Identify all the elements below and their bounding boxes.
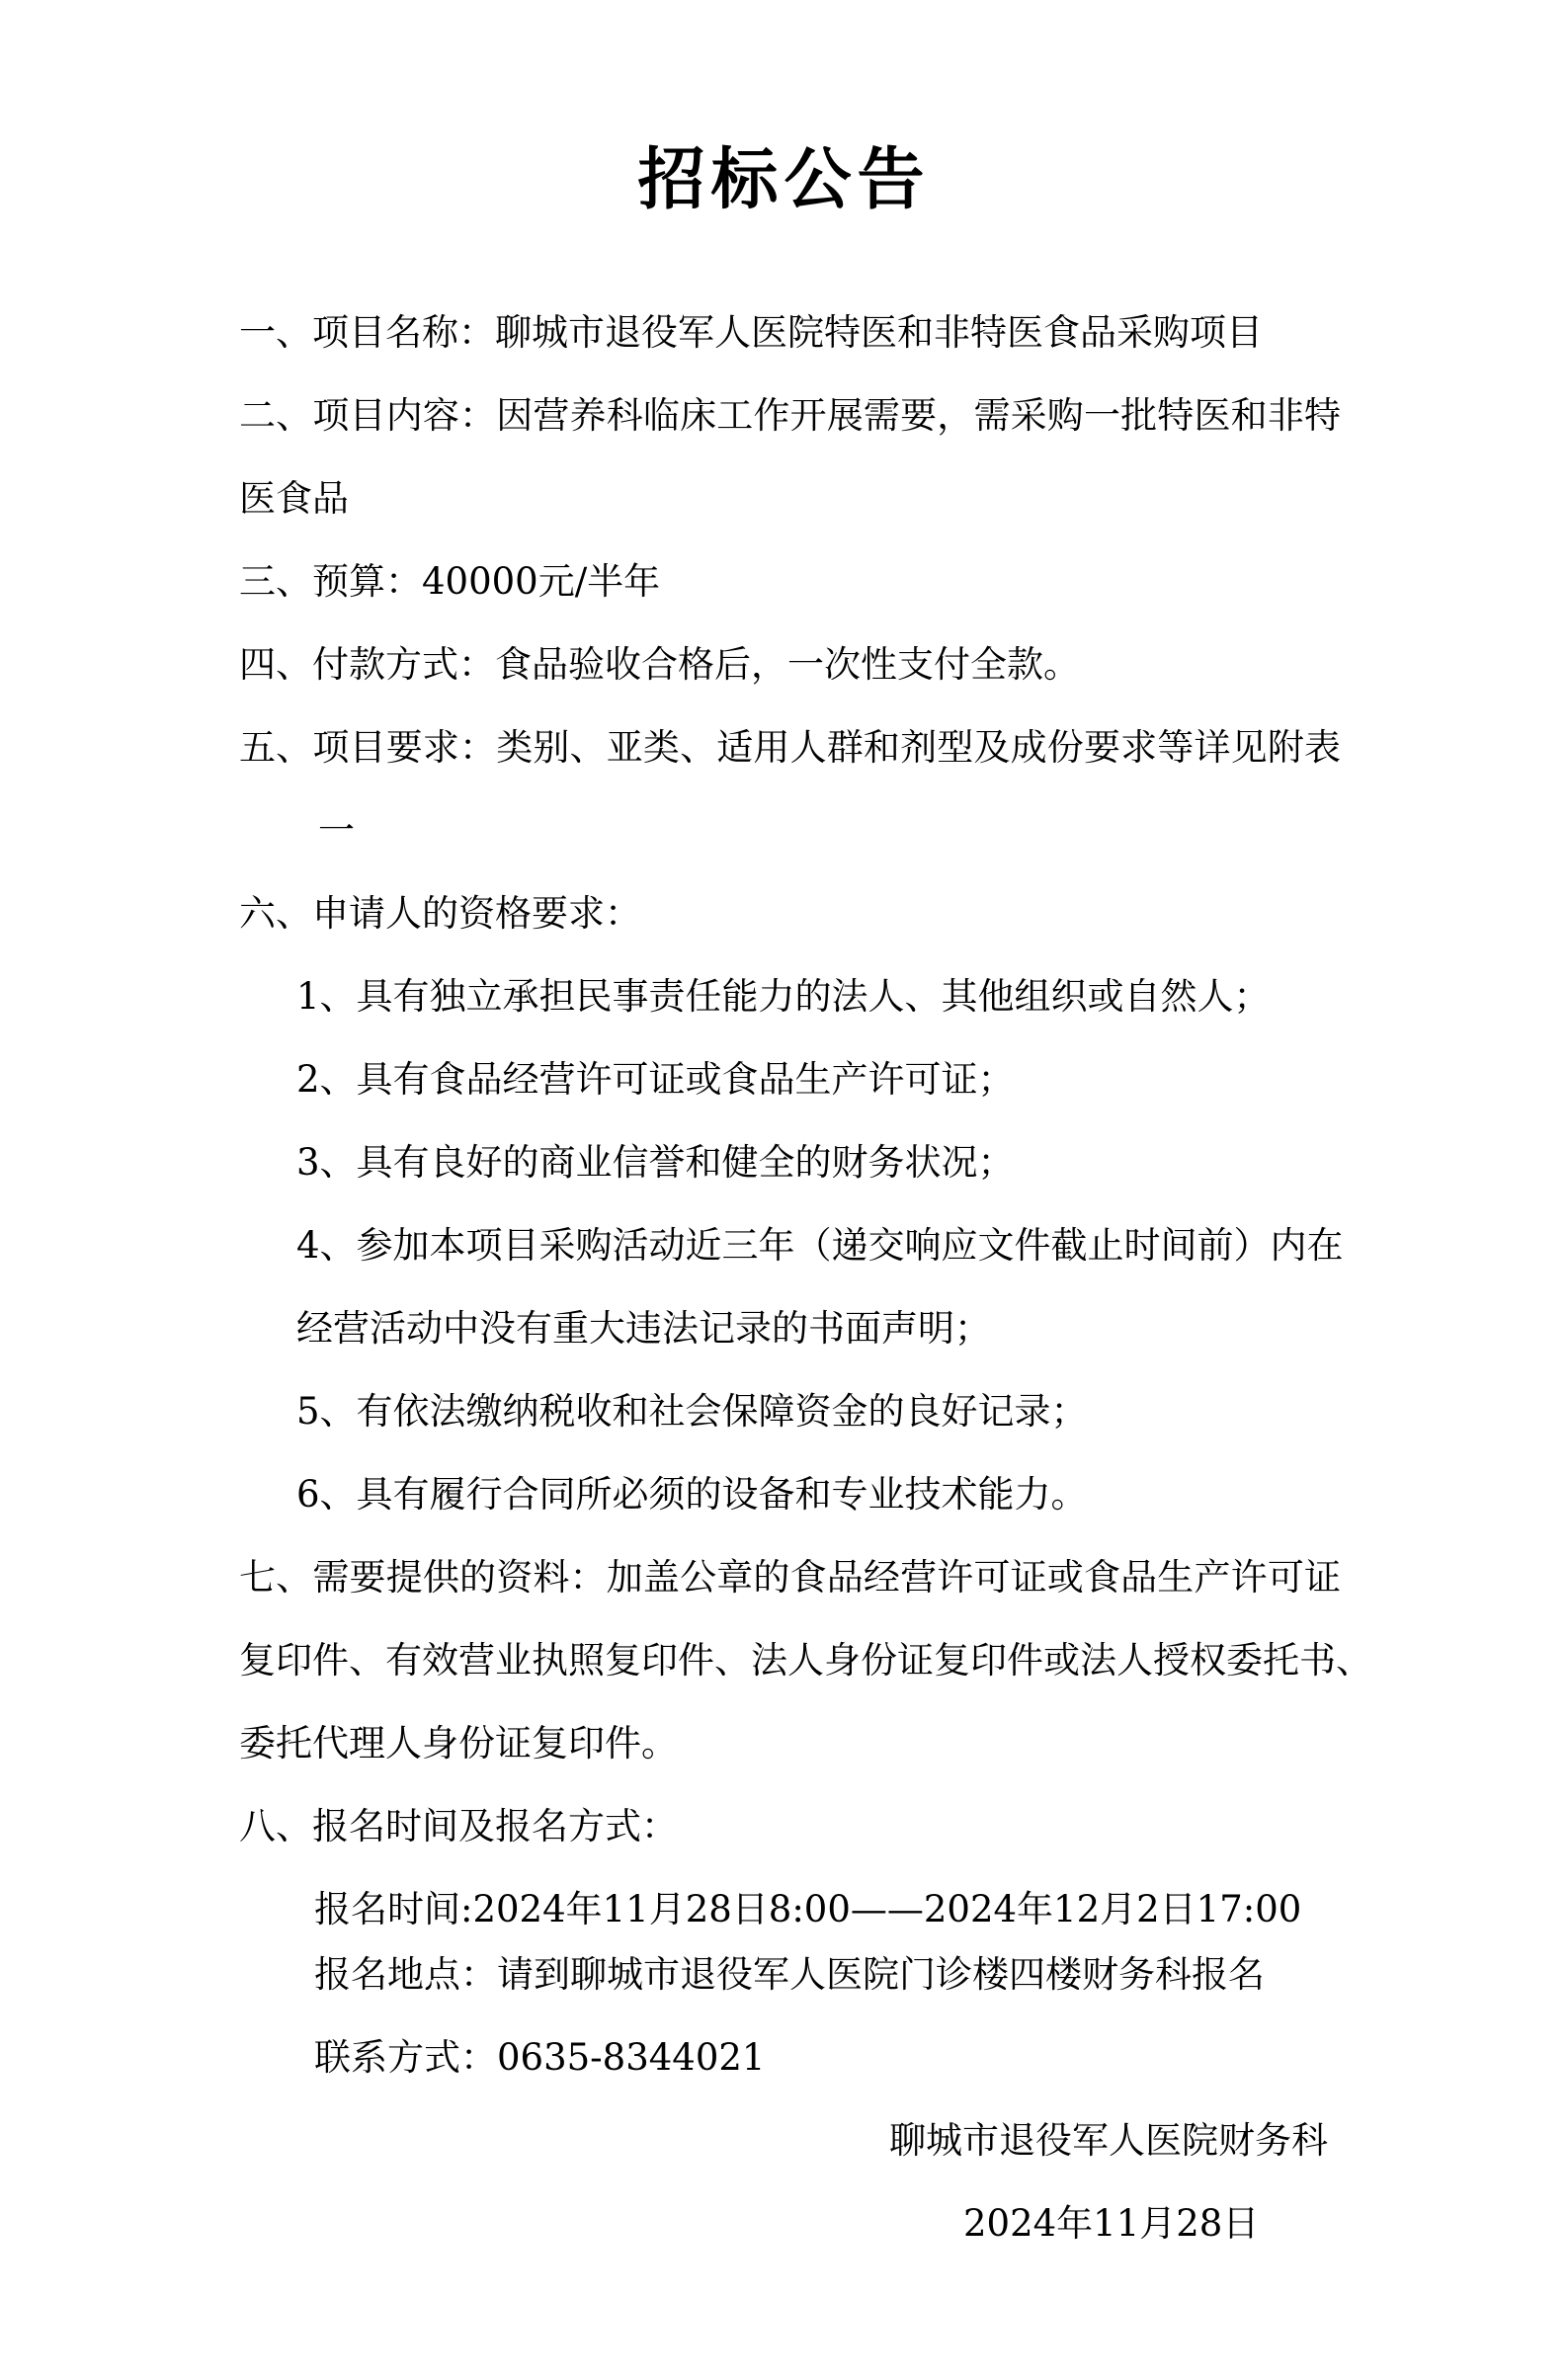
section-4-payment: 四、付款方式：食品验收合格后，一次性支付全款。 bbox=[239, 643, 1080, 686]
contact-info: 联系方式：0635-8344021 bbox=[314, 2036, 766, 2079]
qualification-item-4-continued: 经营活动中没有重大违法记录的书面声明； bbox=[296, 1307, 991, 1350]
registration-location: 报名地点：请到聊城市退役军人医院门诊楼四楼财务科报名 bbox=[314, 1953, 1265, 1996]
qualification-item-5: 5、有依法缴纳税收和社会保障资金的良好记录； bbox=[296, 1390, 1088, 1433]
section-2-project-content: 二、项目内容：因营养科临床工作开展需要，需采购一批特医和非特 bbox=[239, 394, 1341, 437]
section-1-project-name: 一、项目名称：聊城市退役军人医院特医和非特医食品采购项目 bbox=[239, 311, 1263, 354]
qualification-item-3: 3、具有良好的商业信誉和健全的财务状况； bbox=[296, 1141, 1015, 1184]
qualification-item-6: 6、具有履行合同所必须的设备和专业技术能力。 bbox=[296, 1473, 1088, 1516]
section-6-heading: 六、申请人的资格要求： bbox=[239, 892, 641, 935]
section-7-continued-2: 委托代理人身份证复印件。 bbox=[239, 1722, 678, 1764]
section-2-continued: 医食品 bbox=[239, 477, 349, 520]
signature-date: 2024年11月28日 bbox=[963, 2202, 1260, 2245]
page-title: 招标公告 bbox=[637, 140, 931, 219]
section-7-continued-1: 复印件、有效营业执照复印件、法人身份证复印件或法人授权委托书、 bbox=[239, 1639, 1372, 1682]
section-5-continued: 一 bbox=[318, 809, 355, 852]
qualification-item-4: 4、参加本项目采购活动近三年（递交响应文件截止时间前）内在 bbox=[296, 1224, 1344, 1267]
section-7-documents: 七、需要提供的资料：加盖公章的食品经营许可证或食品生产许可证 bbox=[239, 1556, 1341, 1599]
signature-organization: 聊城市退役军人医院财务科 bbox=[889, 2119, 1328, 2162]
qualification-item-2: 2、具有食品经营许可证或食品生产许可证； bbox=[296, 1058, 1015, 1101]
section-3-budget: 三、预算：40000元/半年 bbox=[239, 560, 661, 603]
qualification-item-1: 1、具有独立承担民事责任能力的法人、其他组织或自然人； bbox=[296, 975, 1271, 1018]
section-8-heading: 八、报名时间及报名方式： bbox=[239, 1805, 678, 1847]
section-5-requirements: 五、项目要求：类别、亚类、适用人群和剂型及成份要求等详见附表 bbox=[239, 726, 1341, 769]
registration-time: 报名时间:2024年11月28日8:00——2024年12月2日17:00 bbox=[314, 1888, 1302, 1930]
